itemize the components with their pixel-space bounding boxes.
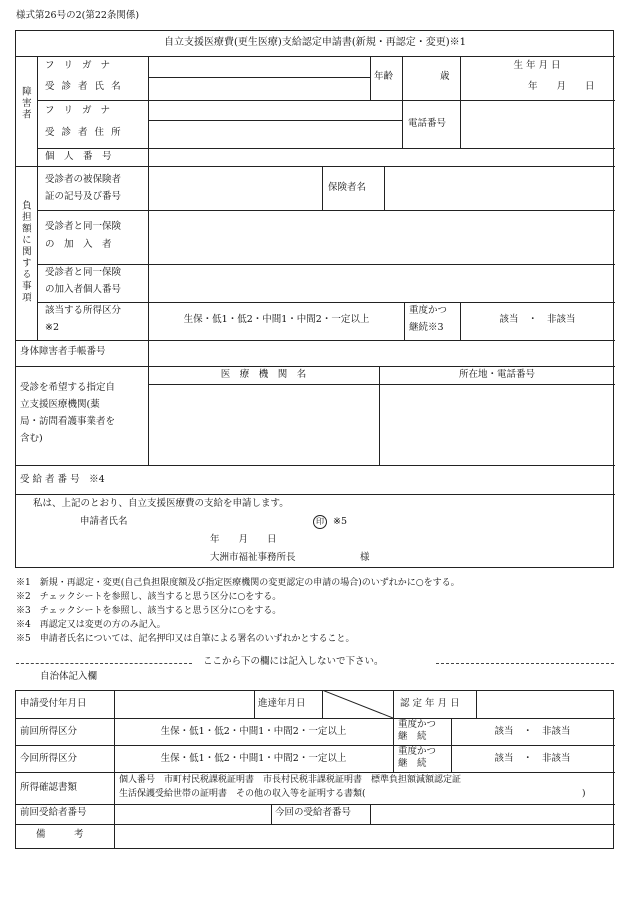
birth-date-label: 生 年 月 日 <box>513 60 561 71</box>
seal-icon: 印 <box>313 515 327 529</box>
forwarded-date-label: 進達年月日 <box>258 698 306 709</box>
phone-field[interactable] <box>462 102 612 147</box>
my-number-field[interactable] <box>150 150 612 165</box>
diagonal-slash <box>322 690 393 718</box>
divider-right <box>436 663 614 664</box>
insured-number-label-1: 受診者の被保険者 <box>45 174 122 185</box>
addressee: 大洲市福祉事務所長 <box>210 552 296 563</box>
form-number: 様式第26号の2(第22条関係) <box>16 10 140 21</box>
prev-severe-label-1: 重度かつ <box>398 719 437 730</box>
burden-section-label: 負担額に関する事項 <box>19 200 31 304</box>
prev-recipient-no-field[interactable] <box>116 806 269 823</box>
patient-section-label: 障害者 <box>19 86 31 121</box>
prev-recipient-no-label: 前回受給者番号 <box>20 807 87 818</box>
same-insurance-number-field[interactable] <box>150 266 612 301</box>
name-furigana-field[interactable] <box>150 58 368 76</box>
income-category-options[interactable]: 生保・低1・低2・中間1・中間2・一定以上 <box>183 314 370 325</box>
patient-address-field[interactable] <box>150 122 400 147</box>
income-category-label-2: ※2 <box>45 322 60 333</box>
form-title: 自立支援医療費(更生医療)支給認定申請書(新規・再認定・変更)※1 <box>164 37 466 48</box>
income-docs-line-2: 生活保護受給世帯の証明書 その他の収入等を証明する書類( <box>119 789 366 799</box>
seal-note: ※5 <box>333 516 348 527</box>
note-4: ※4 再認定又は変更の方のみ記入。 <box>16 620 166 630</box>
note-1: ※1 新規・再認定・変更(自己負担限度額及び指定医療機関の変更認定の申請の場合)のいずれかに○をする。 <box>16 578 460 588</box>
severe-continuous-label-1: 重度かつ <box>409 305 448 316</box>
same-insurance-label-2: の 加 入 者 <box>45 239 112 250</box>
applicant-name-label: 申請者氏名 <box>80 516 128 527</box>
divider-text: ここから下の欄には記入しないで下さい。 <box>203 656 384 667</box>
disability-book-field[interactable] <box>150 342 612 365</box>
birth-date-field[interactable]: 年 月 日 <box>528 81 595 92</box>
insured-number-label-2: 証の記号及び番号 <box>45 191 122 202</box>
prev-severe-label-2: 継 続 <box>398 731 427 742</box>
office-heading: 自治体記入欄 <box>40 671 98 682</box>
curr-recipient-no-field[interactable] <box>372 806 612 823</box>
severe-continuous-options[interactable]: 該当 ・ 非該当 <box>499 314 576 325</box>
curr-income-options[interactable]: 生保・低1・低2・中間1・中間2・一定以上 <box>160 753 347 764</box>
approved-date-field[interactable] <box>478 692 612 717</box>
note-3: ※3 チェックシートを参照し、該当すると思う区分に○をする。 <box>16 606 282 616</box>
remarks-field[interactable] <box>116 826 612 847</box>
patient-name-label: 受 診 者 氏 名 <box>45 81 123 92</box>
severe-continuous-label-2: 継続※3 <box>409 322 444 333</box>
addressee-honorific: 様 <box>360 552 370 563</box>
disability-book-label: 身体障害者手帳番号 <box>20 346 106 357</box>
patient-address-label: 受 診 者 住 所 <box>45 127 123 138</box>
institution-name-field[interactable] <box>150 386 377 464</box>
institution-label-2: 立支援医療機関(薬 <box>20 399 100 410</box>
age-label: 年齢 <box>374 71 394 82</box>
prev-income-label: 前回所得区分 <box>20 726 78 737</box>
income-category-label-1: 該当する所得区分 <box>45 305 122 316</box>
insurer-name-label: 保険者名 <box>328 182 367 193</box>
prev-income-options[interactable]: 生保・低1・低2・中間1・中間2・一定以上 <box>160 726 347 737</box>
address-furigana-field[interactable] <box>150 102 400 119</box>
curr-recipient-no-label: 今回の受給者番号 <box>275 807 352 818</box>
note-2: ※2 チェックシートを参照し、該当すると思う区分に○をする。 <box>16 592 282 602</box>
income-docs-close: ) <box>582 789 586 799</box>
curr-income-label: 今回所得区分 <box>20 753 78 764</box>
same-insurance-number-label-1: 受診者と同一保険 <box>45 267 122 278</box>
institution-label-3: 局・訪問看護事業者を <box>20 416 116 427</box>
phone-label: 電話番号 <box>408 118 447 129</box>
recipient-number-label: 受 給 者 番 号 ※4 <box>20 474 105 485</box>
insurer-name-field[interactable] <box>386 168 612 209</box>
received-date-label: 申請受付年月日 <box>20 698 87 709</box>
age-unit: 歳 <box>440 71 450 82</box>
institution-address-header: 所在地・電話番号 <box>458 369 535 380</box>
curr-severe-label-2: 継 続 <box>398 758 427 769</box>
approved-date-label: 認 定 年 月 日 <box>400 698 460 709</box>
age-field[interactable] <box>404 58 438 98</box>
income-docs-line-1: 個人番号 市町村民税課税証明書 市長村民税非課税証明書 標準負担額減額認定証 <box>119 775 462 785</box>
prev-severe-options[interactable]: 該当 ・ 非該当 <box>494 726 571 737</box>
same-insurance-number-label-2: の加入者個人番号 <box>45 284 122 295</box>
address-furigana-label: フ リ ガ ナ <box>45 105 114 116</box>
same-insurance-label-1: 受診者と同一保険 <box>45 221 122 232</box>
curr-severe-label-1: 重度かつ <box>398 746 437 757</box>
institution-label-1: 受診を希望する指定自 <box>20 382 116 393</box>
divider-left <box>16 663 192 664</box>
application-date[interactable]: 年 月 日 <box>210 534 277 545</box>
patient-name-field[interactable] <box>150 79 368 99</box>
note-5: ※5 申請者氏名については、記名押印又は自筆による署名のいずれかとすること。 <box>16 634 355 644</box>
declaration-text: 私は、上記のとおり、自立支援医療費の支給を申請します。 <box>33 498 289 509</box>
curr-severe-options[interactable]: 該当 ・ 非該当 <box>494 753 571 764</box>
institution-name-header: 医 療 機 関 名 <box>220 369 307 380</box>
my-number-label: 個 人 番 号 <box>45 151 112 162</box>
institution-label-4: 含む) <box>20 433 43 444</box>
applicant-name-field[interactable] <box>150 514 310 530</box>
name-furigana-label: フ リ ガ ナ <box>45 60 114 71</box>
institution-address-field[interactable] <box>381 386 612 464</box>
income-docs-label: 所得確認書類 <box>20 782 78 793</box>
recipient-number-field[interactable] <box>150 467 612 493</box>
remarks-label: 備 考 <box>36 829 84 840</box>
insured-number-field[interactable] <box>150 168 320 209</box>
received-date-field[interactable] <box>116 692 252 717</box>
same-insurance-field[interactable] <box>150 212 612 263</box>
